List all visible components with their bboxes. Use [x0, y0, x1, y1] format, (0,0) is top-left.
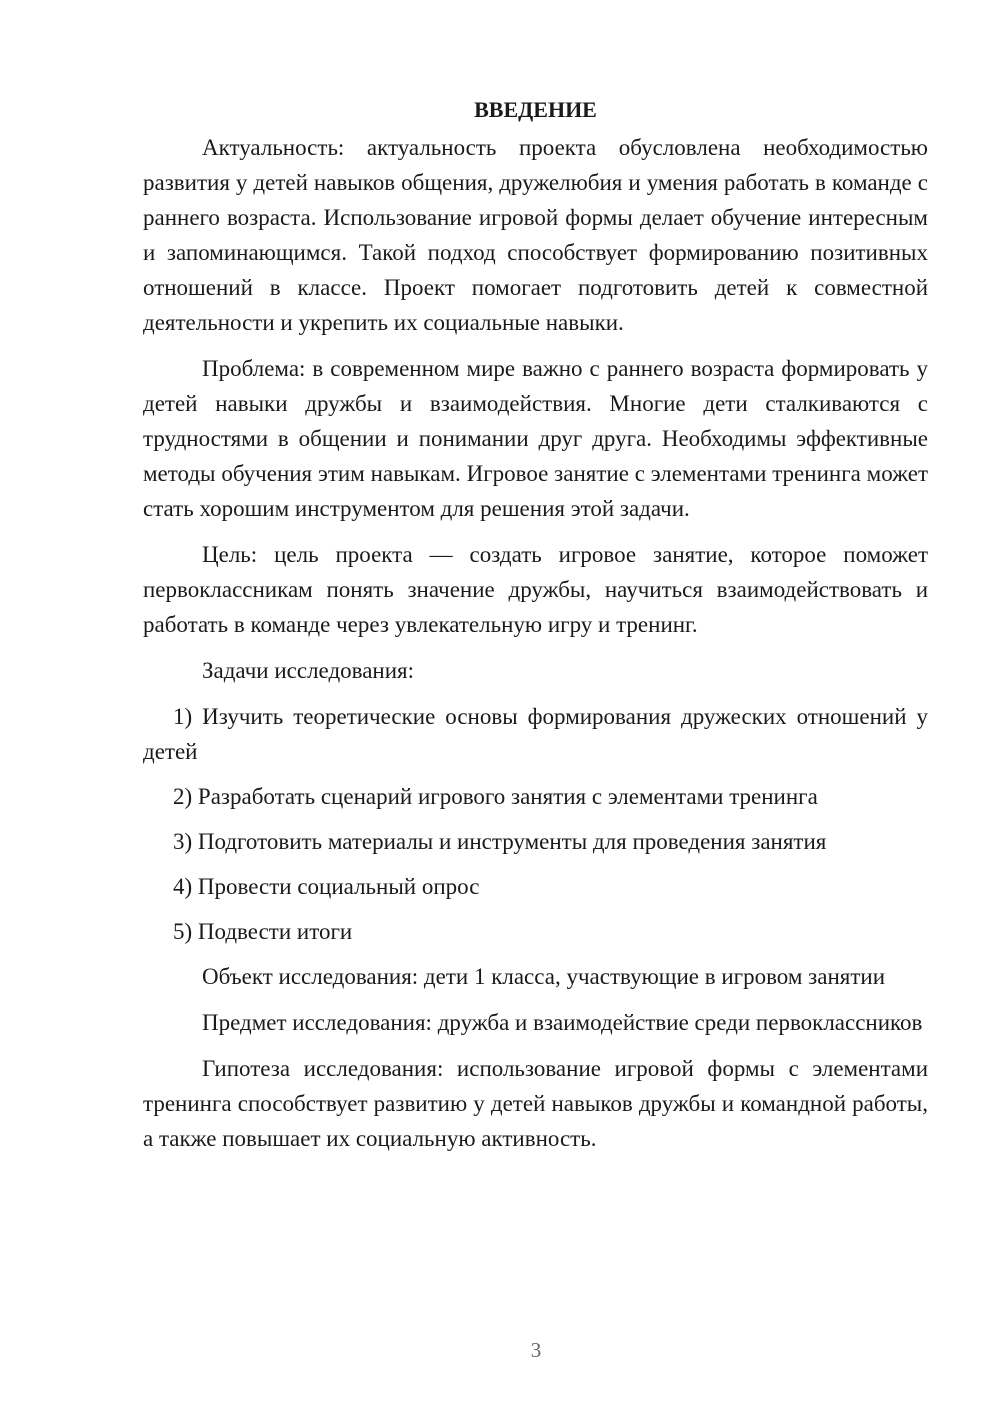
page-number: 3 [530, 1338, 542, 1362]
page-title: ВВЕДЕНИЕ [474, 97, 597, 122]
task-item-5: 5) Подвести итоги [173, 919, 353, 944]
page-content [143, 92, 928, 1156]
task-item-3: 3) Подготовить материалы и инструменты для проведения занятия [173, 829, 827, 854]
hypothesis-paragraph: Гипотеза исследования: использование игровой формы с элементами тренинга способствует развитию у детей навыков дружбы и командной работы, а также повышает их социальную активность. [143, 1056, 928, 1151]
problem-paragraph: Проблема: в современном мире важно с раннего возраста формировать у детей навыки дружбы и взаимодействия. Многие дети сталкиваются с трудностями в общении и понимании друг друга. Необходимы эффективные методы обучения этим навыкам. Игровое занятие с элементами тренинга может стать хорошим инструментом для решения этой задачи. [143, 356, 928, 521]
object-paragraph: Объект исследования: дети 1 класса, участвующие в игровом занятии [202, 964, 886, 989]
task-item-2: 2) Разработать сценарий игрового занятия с элементами тренинга [173, 784, 818, 809]
task-item-1: 1) Изучить теоретические основы формирования дружеских отношений у детей [143, 704, 928, 764]
tasks-heading: Задачи исследования: [202, 658, 415, 683]
goal-paragraph: Цель: цель проекта — создать игровое занятие, которое поможет первоклассникам понять значение дружбы, научиться взаимодействовать и работать в команде через увлекательную игру и тренинг. [143, 542, 928, 637]
relevance-paragraph: Актуальность: актуальность проекта обусловлена необходимостью развития у детей навыков общения, дружелюбия и умения работать в команде с раннего возраста. Использование игровой формы делает обучение интересным и запоминающимся. Такой подход способствует формированию позитивных отношений в классе. Проект помогает подготовить детей к совместной деятельности и укрепить их социальные навыки. [143, 135, 928, 335]
task-item-4: 4) Провести социальный опрос [173, 874, 480, 899]
subject-paragraph: Предмет исследования: дружба и взаимодействие среди первоклассников [202, 1010, 923, 1035]
